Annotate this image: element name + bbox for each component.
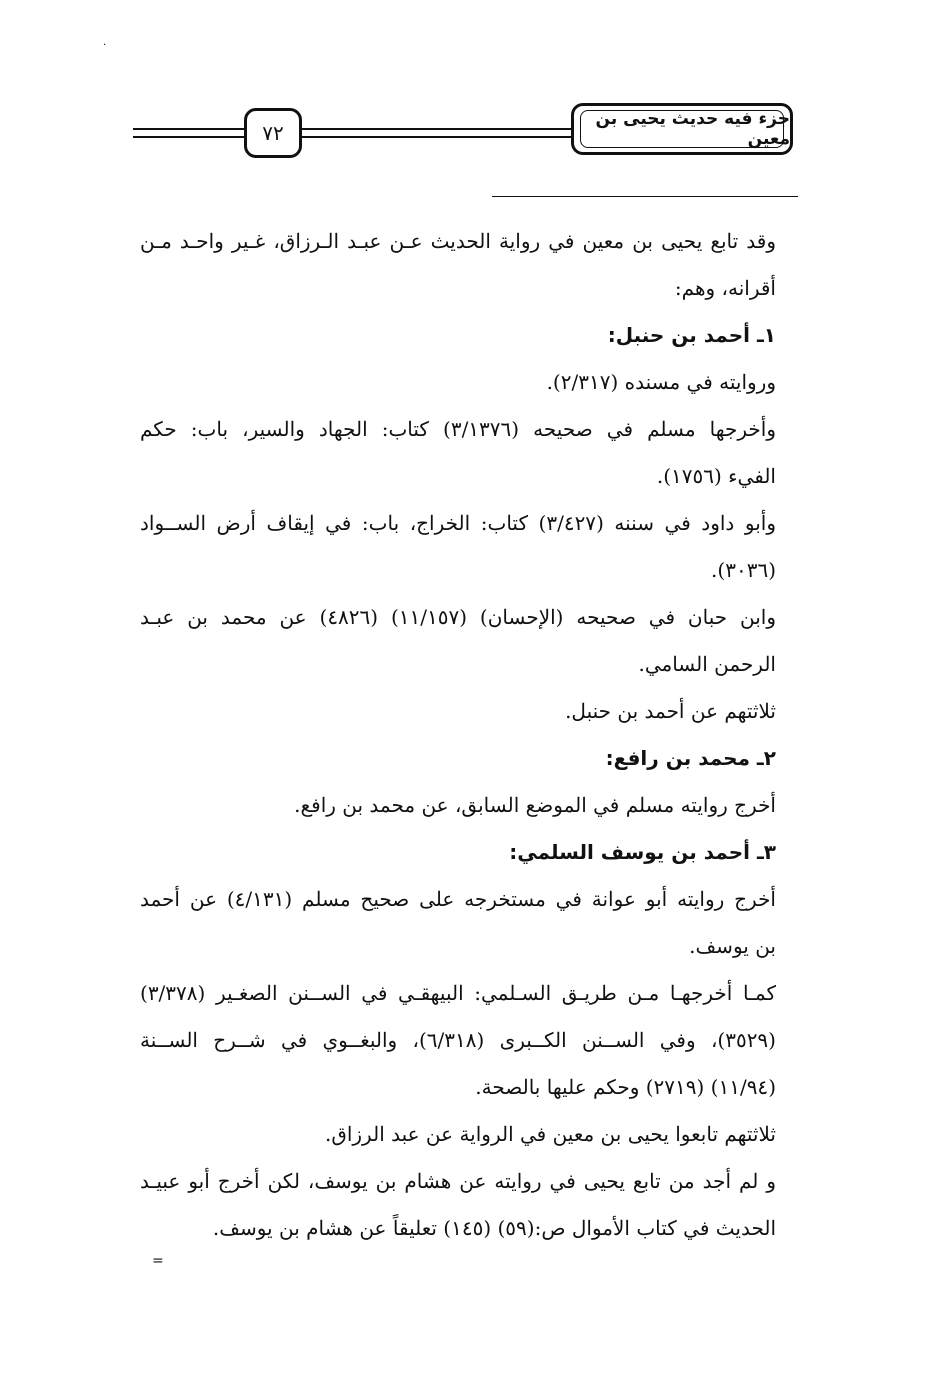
section-heading: ١ـ أحمد بن حنبل: <box>607 323 776 347</box>
text-line: ثلاثتهم تابعوا يحيى بن معين في الرواية عن عبد الرزاق. <box>324 1122 776 1146</box>
text-line: كمـا أخرجهـا مـن طريـق السـلمي: البيهقـي في الســنن الصغـير (٣/٣٧٨) <box>140 981 776 1005</box>
text-line: ثلاثتهم عن أحمد بن حنبل. <box>565 699 776 723</box>
header-rule <box>133 136 245 138</box>
section-heading: ٢ـ محمد بن رافع: <box>605 746 776 770</box>
text-line: وأخرجها مسلم في صحيحه (٣/١٣٧٦) كتاب: الجهاد والسير، باب: حكم <box>140 417 776 441</box>
section-heading: ٣ـ أحمد بن يوسف السلمي: <box>509 840 776 864</box>
continuation-mark: = <box>152 1253 164 1269</box>
book-title: جزء فيه حديث يحيى بن معين <box>595 109 790 149</box>
page-number: ٧٢ <box>262 121 284 145</box>
text-line: وقد تابع يحيى بن معين في رواية الحديث عـن عبـد الـرزاق، غـير واحـد مـن <box>140 229 776 253</box>
text-line: (١١/٩٤) (٢٧١٩) وحكم عليها بالصحة. <box>475 1075 776 1099</box>
footnote-separator <box>492 196 798 197</box>
header-rule <box>301 136 573 138</box>
text-line: الرحمن السامي. <box>638 652 776 676</box>
text-line: (٣٠٣٦). <box>711 558 776 582</box>
scan-speck: · <box>103 40 107 51</box>
book-title-box <box>571 103 793 155</box>
text-line: وأبو داود في سننه (٣/٤٢٧) كتاب: الخراج، باب: في إيقاف أرض الســواد <box>140 511 776 535</box>
text-line: (٣٥٢٩)، وفي الســنن الكــبرى (٦/٣١٨)، والبغــوي في شــرح الســنة <box>140 1028 776 1052</box>
footnote-body <box>140 218 776 1252</box>
text-line: أخرج روايته مسلم في الموضع السابق، عن محمد بن رافع. <box>294 793 776 817</box>
text-line: وروايته في مسنده (٢/٣١٧). <box>546 370 776 394</box>
page-header <box>0 0 940 200</box>
text-line: أخرج روايته أبو عوانة في مستخرجه على صحيح مسلم (٤/١٣١) عن أحمد <box>140 887 776 911</box>
header-rule <box>133 128 245 130</box>
text-line: وابن حبان في صحيحه (الإحسان) (١١/١٥٧) (٤٨٢٦) عن محمد بن عبـد <box>140 605 776 629</box>
text-line: الفيء (١٧٥٦). <box>656 464 776 488</box>
text-line: و لم أجد من تابع يحيى في روايته عن هشام بن يوسف، لكن أخرج أبو عبيـد <box>140 1169 776 1193</box>
header-rule <box>301 128 573 130</box>
text-line: أقرانه، وهم: <box>674 276 776 300</box>
page-number-box <box>244 108 302 158</box>
text-line: بن يوسف. <box>689 934 776 958</box>
text-line: الحديث في كتاب الأموال ص:(٥٩) (١٤٥) تعليقاً عن هشام بن يوسف. <box>212 1216 776 1240</box>
